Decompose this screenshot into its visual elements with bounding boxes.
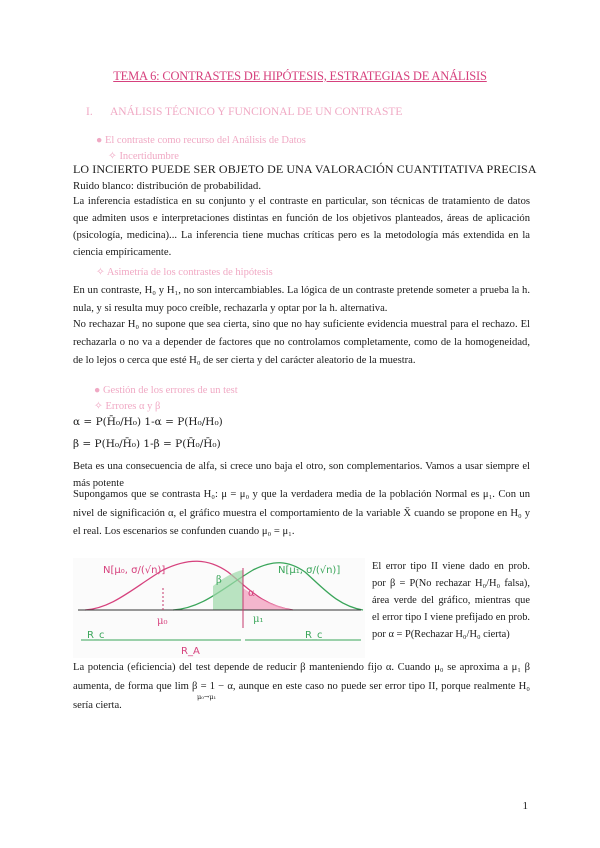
section-heading [86,106,402,118]
section-number: I. [86,106,93,118]
beta-label: β [216,575,222,586]
section-label: ANÁLISIS TÉCNICO Y FUNCIONAL DE UN CONTRASTE [110,106,403,118]
h1-label: N[μ₁, σ/(√n)] [278,565,341,576]
beta-alpha-paragraph: Beta es una consecuencia de alfa, si crece uno baja el otro, son complementarios. Vamos a usar siempre el más potente [73,461,530,489]
sub-bullet-label: Incertidumbre [119,151,179,162]
mu1-label: μ₁ [253,614,264,625]
h0-label: N[μ₀, σ/(√n)] [103,565,166,576]
bullet-item: ✧ Asimetría de los contrastes de hipótesis [96,267,273,278]
lim-subscript: μ₀→μ₁ [197,693,217,701]
sub-bullet-item: ✧ Incertidumbre [108,151,179,162]
no-reject-paragraph: No rechazar H₀ no supone que sea cierta, sino que no hay suficiente evidencia muestral para el rechazo. El rechazarla o no va a depender de factores que no controlamos completamente, como de la homogeneidad, de lo lejos o cerca que esté H₀ de ser cierta y del carácter aleatorio de la muestra. [73,319,530,366]
page-number: 1 [522,800,528,812]
document-title: TEMA 6: CONTRASTES DE HIPÓTESIS, ESTRATEGIAS DE ANÁLISIS [113,69,487,83]
power-paragraph: La potencia (eficiencia) del test depende de reducir β manteniendo fijo α. Cuando μ₀ se aproxima a μ₁ β aumenta, de forma que lim β = 1 − α, aunque en este caso no puede ser error tipo II, porque realmente H₀ sería cierta. [73,662,530,711]
bullet-label: Asimetría de los contrastes de hipótesis [106,267,273,278]
contrast-example-paragraph: Supongamos que se contrasta H₀: μ = μ₀ y que la verdadera media de la población Normal es μ₁. Con un nivel de significación α, el gráfico muestra el comportamiento de la variable X̄ cuando se propone en H₀ y el real. Los escenarios se confunden cuando μ₀ = μ₁. [73,489,530,537]
inference-paragraph: La inferencia estadística en su conjunto y el contraste en particular, son técnicas de tratamiento de datos que admiten usos e interpretaciones distintas en función de los objetivos planteados, áreas de aplicación (psicología, medicina)... La inferencia tiene muchas críticas pero es la metodología más extendida en la ciencia empíricamente. [73,196,530,258]
bullet-label: El contraste como recurso del Análisis de Datos [104,135,306,146]
rc-right-label: R_c [305,630,323,641]
bullet-item: ● Gestión de los errores de un test [94,385,238,396]
sub-bullet-item: ✧ Errores α y β [94,401,161,412]
distribution-graph [73,558,365,658]
white-noise-line: Ruido blanco: distribución de probabilidad. [73,180,262,192]
bullet-item: ● El contraste como recurso del Análisis de Datos [96,135,306,146]
sub-bullet-label: Errores α y β [105,401,161,412]
alpha-formula: α = P(H̄₀/H₀) 1-α = P(H₀/H₀) [73,416,223,428]
alpha-label: α [248,588,255,599]
bullet-label: Gestión de los errores de un test [102,385,238,396]
rc-left-label: R_c [87,630,105,641]
type-ii-error-paragraph: El error tipo II viene dado en prob. por β = P(No rechazar H₀/H₀ falsa), área verde del gráfico, mientras que el error tipo I viene prefijado en prob. por α = P(Rechazar H₀/H₀ cierta) [372,561,530,640]
mu0-label: μ₀ [157,616,168,627]
uncertainty-heading: LO INCIERTO PUEDE SER OBJETO DE UNA VALORACIÓN CUANTITATIVA PRECISA [73,162,537,176]
asymmetry-paragraph: En un contraste, H₀ y H₁, no son intercambiables. La lógica de un contraste pretende someter a prueba la h. nula, y si resulta muy poco creíble, rechazarla y optar por la h. alternativa. [73,285,530,314]
beta-formula: β = P(H₀/H̄₀) 1-β = P(H̄₀/H̄₀) [73,438,221,450]
ra-label: R_A [181,646,200,657]
